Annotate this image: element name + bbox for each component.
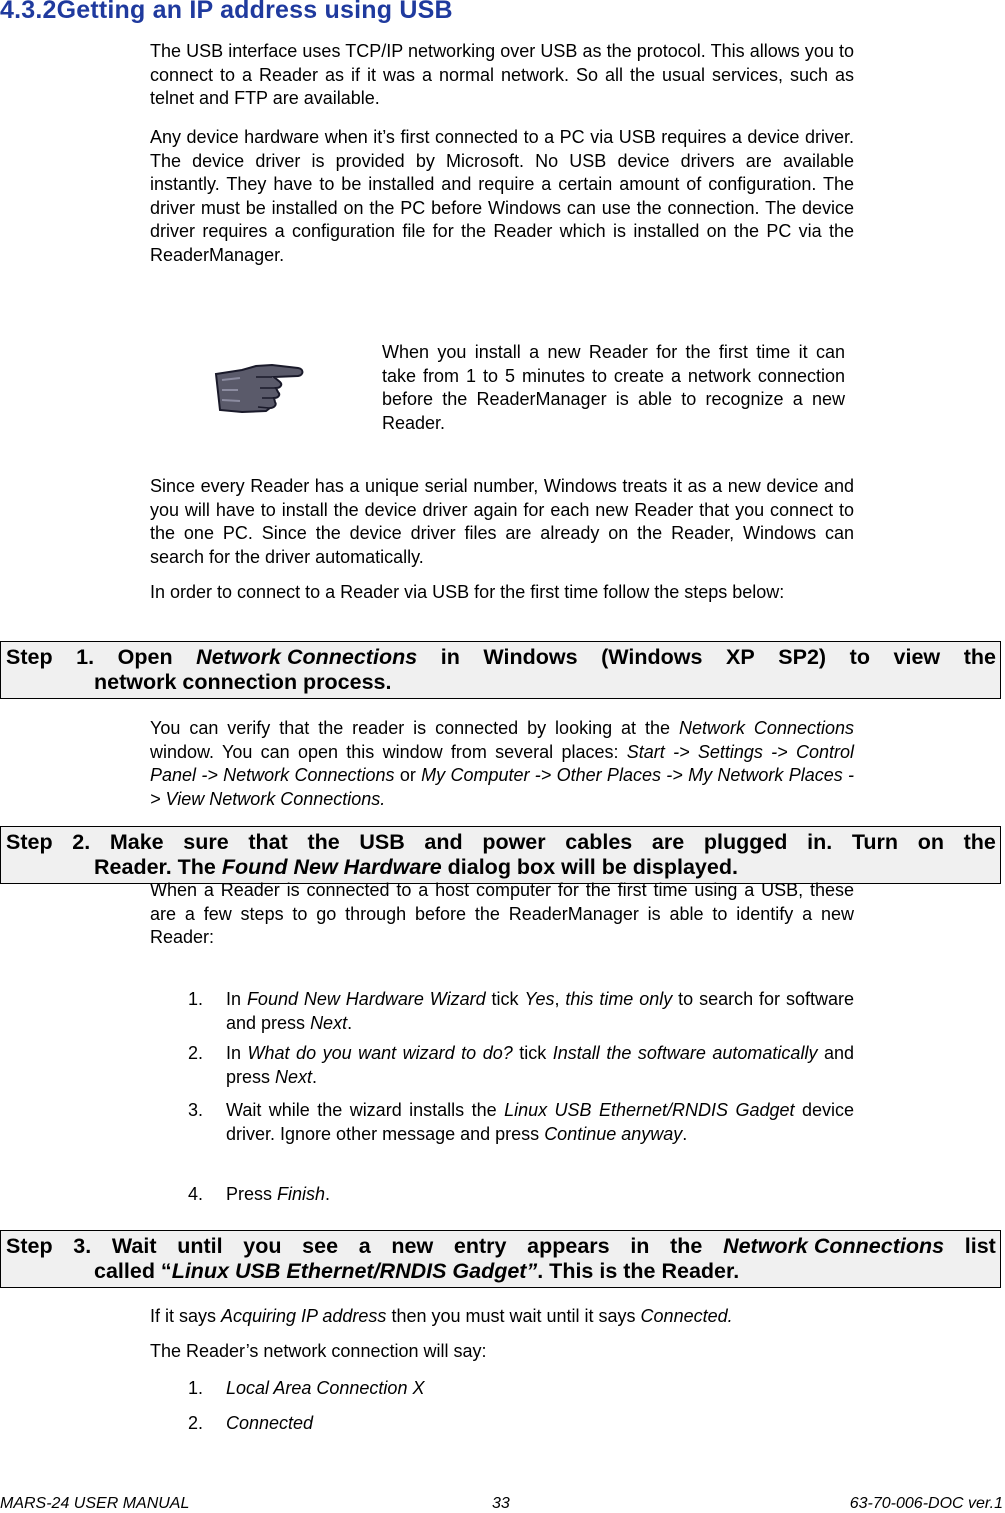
list-item: 3. Wait while the wizard installs the Linux USB Ethernet/RNDIS Gadget device driver. Ignore other message and press Continue anyway. (188, 1100, 854, 1144)
step-1-word: SP2) (778, 645, 827, 669)
intro-paragraph-2: Any device hardware when it’s first connected to a PC via USB requires a device driver. The device driver is provided by Microsoft. No USB device drivers are available instantly. They have to be installed and require a certain amount of configuration. The driver must be installed on the PC before Windows can use the connection. The device driver requires a configuration file for the Reader which is installed on the PC via the ReaderManager. (150, 127, 854, 265)
step-1-word: (Windows (601, 645, 703, 669)
note-text: When you install a new Reader for the first time it can take from 1 to 5 minutes to create a network connection before the ReaderManager is able to recognize a new Reader. (382, 342, 845, 433)
section-title: Getting an IP address using USB (56, 0, 453, 24)
step-2-list (150, 988, 854, 1207)
footer-left: MARS-24 USER MANUAL (0, 1495, 190, 1512)
step-1-word: to (849, 645, 870, 669)
step-1-word: Open (117, 645, 173, 669)
step-1-word: Network Connections (196, 645, 418, 669)
list-item: 4. Press Finish. (188, 1184, 331, 1204)
step-1-description: You can verify that the reader is connected by looking at the Network Connections window. You can open this window from several places: Start -> Settings -> Control Panel -> Network Connections or My Computer -> Other Places -> My Network Places -> View Network Connections. (150, 718, 855, 809)
step-3-paragraph-2: The Reader’s network connection will say: (150, 1341, 487, 1361)
section-heading (0, 0, 453, 25)
list-item: 1. In Found New Hardware Wizard tick Yes, this time only to search for software and press Next. (188, 989, 854, 1033)
step-1-word: Step (6, 645, 53, 669)
body-paragraph-2: In order to connect to a Reader via USB for the first time follow the steps below: (150, 582, 785, 602)
intro-paragraph-1: The USB interface uses TCP/IP networking over USB as the protocol. This allows you to connect to a Reader as if it was a normal network. So all the usual services, such as telnet and FTP are available. (150, 41, 854, 109)
step-1-heading (0, 641, 1001, 699)
section-number: 4.3.2 (0, 0, 57, 24)
step-1-word: 1. (76, 645, 95, 669)
body-paragraph-1: Since every Reader has a unique serial number, Windows treats it as a new device and you will have to install the device driver again for each new Reader that you connect to the one PC. Since the device driver files are already on the Reader, Windows can search for the driver automatically. (150, 476, 854, 567)
footer-page-number: 33 (492, 1495, 510, 1512)
step-3-paragraph-1: If it says Acquiring IP address then you must wait until it says Connected. (150, 1306, 733, 1326)
step-2-description: When a Reader is connected to a host computer for the first time using a USB, these are a few steps to go through before the ReaderManager is able to identify a new Reader: (150, 880, 854, 948)
step-1-word: Windows (483, 645, 578, 669)
step-1-word: in (440, 645, 460, 669)
list-item: 2. Connected (188, 1413, 314, 1433)
footer-right: 63-70-006-DOC ver.1 (849, 1495, 1003, 1512)
step-1-word: view (893, 645, 941, 669)
step-1-word: the (963, 645, 996, 669)
step-2-heading: Step 2. Make sure that the USB and power cables are plugged in. Turn on the Reader. The Found New Hardware dialog box will be displayed. (0, 826, 1001, 884)
step-1-line-2: network connection process. (94, 670, 392, 694)
list-item: 1. Local Area Connection X (188, 1378, 425, 1398)
step-3-heading: Step 3. Wait until you see a new entry appears in the Network Connections list called “Linux USB Ethernet/RNDIS Gadget”. This is the Reader. (0, 1230, 1001, 1288)
step-3-line-2: called “Linux USB Ethernet/RNDIS Gadget”. This is the Reader. (94, 1259, 740, 1283)
pointing-hand-icon (212, 360, 307, 416)
list-item: 2. In What do you want wizard to do? tick Install the software automatically and press Next. (188, 1043, 854, 1087)
step-1-word: XP (726, 645, 755, 669)
step-3-list (150, 1377, 854, 1436)
step-2-line-2: Reader. The Found New Hardware dialog box will be displayed. (94, 855, 738, 879)
